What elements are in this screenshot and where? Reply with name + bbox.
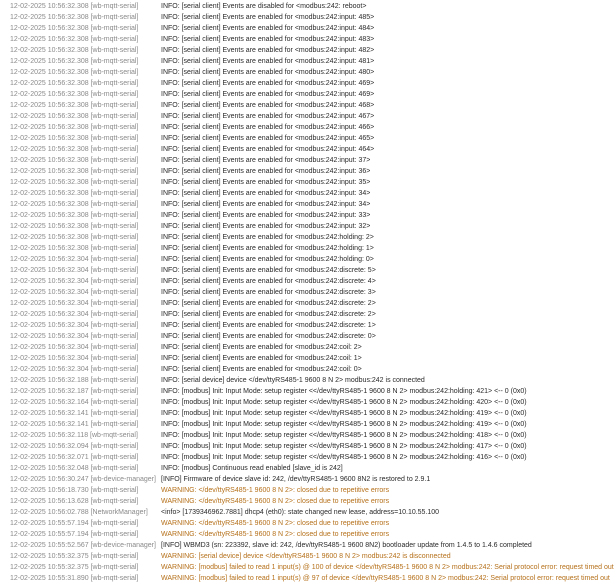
log-row <box>0 375 594 386</box>
log-timestamp: 12-02-2025 10:56:32.308 [wb-mqtt-serial] <box>10 168 139 175</box>
log-timestamp: 12-02-2025 10:56:32.304 [wb-mqtt-serial] <box>10 333 139 340</box>
log-row <box>0 562 614 573</box>
log-timestamp: 12-02-2025 10:56:32.308 [wb-mqtt-serial] <box>10 69 139 76</box>
log-message: INFO: [serial client] Events are enabled for <modbus:242:discrete: 4> <box>161 278 376 285</box>
log-message: INFO: [serial client] Events are enabled for <modbus:242:input: 464> <box>161 146 375 153</box>
log-row <box>0 353 594 364</box>
log-timestamp: 12-02-2025 10:56:32.308 [wb-mqtt-serial] <box>10 124 139 131</box>
log-message: INFO: [serial client] Events are enabled for <modbus:242:discrete: 2> <box>161 311 376 318</box>
log-row <box>0 100 594 111</box>
log-message: INFO: [modbus] Init: Input Mode: setup register <</dev/ttyRS485-1 9600 8 N 2> modbus:242:holding: 421> <-- 0 (0x0) <box>161 388 527 395</box>
log-timestamp: 12-02-2025 10:55:31.890 [wb-mqtt-serial] <box>10 575 139 582</box>
log-message: INFO: [serial client] Events are enabled for <modbus:242:input: 480> <box>161 69 375 76</box>
log-message: INFO: [modbus] Continuous read enabled [slave_id is 242] <box>161 465 343 472</box>
log-timestamp: 12-02-2025 10:55:32.375 [wb-mqtt-serial] <box>10 553 139 560</box>
log-timestamp: 12-02-2025 10:56:32.304 [wb-mqtt-serial] <box>10 289 139 296</box>
log-timestamp: 12-02-2025 10:56:32.304 [wb-mqtt-serial] <box>10 267 139 274</box>
log-row <box>0 45 594 56</box>
log-row <box>0 287 594 298</box>
log-timestamp: 12-02-2025 10:56:18.730 [wb-mqtt-serial] <box>10 487 139 494</box>
log-timestamp: 12-02-2025 10:56:32.048 [wb-mqtt-serial] <box>10 465 139 472</box>
log-row <box>0 144 594 155</box>
log-row <box>0 430 594 441</box>
log-timestamp: 12-02-2025 10:56:32.308 [wb-mqtt-serial] <box>10 58 139 65</box>
log-timestamp: 12-02-2025 10:56:32.308 [wb-mqtt-serial] <box>10 179 139 186</box>
log-row <box>0 276 594 287</box>
log-timestamp: 12-02-2025 10:56:32.304 [wb-mqtt-serial] <box>10 344 139 351</box>
log-row <box>0 34 594 45</box>
log-message-warning: WARNING: [serial device] device </dev/ttyRS485-1 9600 8 N 2> modbus:242 is disconnected <box>161 553 451 560</box>
log-message: INFO: [serial client] Events are enabled for <modbus:242:coil: 0> <box>161 366 362 373</box>
log-row <box>0 199 594 210</box>
log-row <box>0 243 594 254</box>
log-message: INFO: [serial client] Events are enabled for <modbus:242:input: 466> <box>161 124 375 131</box>
log-timestamp: 12-02-2025 10:55:52.567 [wb-device-manager] <box>10 542 156 549</box>
log-timestamp: 12-02-2025 10:56:32.304 [wb-mqtt-serial] <box>10 278 139 285</box>
log-timestamp: 12-02-2025 10:56:32.308 [wb-mqtt-serial] <box>10 201 139 208</box>
log-row <box>0 408 594 419</box>
log-row <box>0 518 594 529</box>
log-message: INFO: [serial client] Events are enabled for <modbus:242:holding: 0> <box>161 256 374 263</box>
log-message: INFO: [serial client] Events are enabled for <modbus:242:input: 35> <box>161 179 371 186</box>
log-message: INFO: [serial client] Events are enabled for <modbus:242:holding: 2> <box>161 234 374 241</box>
log-row <box>0 133 594 144</box>
log-message: INFO: [serial client] Events are enabled for <modbus:242:input: 469> <box>161 91 375 98</box>
log-message: INFO: [serial client] Events are enabled for <modbus:242:input: 468> <box>161 102 375 109</box>
log-timestamp: 12-02-2025 10:56:32.304 [wb-mqtt-serial] <box>10 355 139 362</box>
log-row <box>0 331 594 342</box>
log-timestamp: 12-02-2025 10:56:32.308 [wb-mqtt-serial] <box>10 212 139 219</box>
log-timestamp: 12-02-2025 10:56:32.308 [wb-mqtt-serial] <box>10 102 139 109</box>
log-message: INFO: [serial client] Events are enabled for <modbus:242:input: 33> <box>161 212 371 219</box>
log-row <box>0 364 594 375</box>
log-row <box>0 540 594 551</box>
log-row <box>0 67 594 78</box>
log-timestamp: 12-02-2025 10:56:13.628 [wb-mqtt-serial] <box>10 498 139 505</box>
log-timestamp: 12-02-2025 10:56:32.308 [wb-mqtt-serial] <box>10 190 139 197</box>
log-timestamp: 12-02-2025 10:56:32.308 [wb-mqtt-serial] <box>10 223 139 230</box>
log-timestamp: 12-02-2025 10:55:32.375 [wb-mqtt-serial] <box>10 564 139 571</box>
log-message: INFO: [serial client] Events are enabled for <modbus:242:holding: 1> <box>161 245 374 252</box>
log-row <box>0 12 594 23</box>
log-message: INFO: [serial client] Events are enabled for <modbus:242:input: 481> <box>161 58 375 65</box>
log-row <box>0 496 594 507</box>
log-message: INFO: [serial client] Events are enabled for <modbus:242:input: 485> <box>161 14 375 21</box>
log-message-warning: WARNING: [modbus] failed to read 1 input(s) @ 100 of device </dev/ttyRS485-1 9600 8 N 2> modbus:242: Serial protocol error: request timed out <box>161 564 614 571</box>
log-row <box>0 122 594 133</box>
log-message: INFO: [serial client] Events are enabled for <modbus:242:input: 469> <box>161 80 375 87</box>
log-row <box>0 386 594 397</box>
log-message: INFO: [serial client] Events are enabled for <modbus:242:input: 36> <box>161 168 371 175</box>
log-timestamp: 12-02-2025 10:56:32.308 [wb-mqtt-serial] <box>10 146 139 153</box>
log-row <box>0 78 594 89</box>
log-message: [INFO] Firmware of device slave id: 242, /dev/ttyRS485-1 9600 8N2 is restored to 2.9.1 <box>161 476 431 483</box>
log-timestamp: 12-02-2025 10:56:32.308 [wb-mqtt-serial] <box>10 91 139 98</box>
log-row <box>0 507 594 518</box>
log-row <box>0 573 610 584</box>
log-message: INFO: [modbus] Init: Input Mode: setup register <</dev/ttyRS485-1 9600 8 N 2> modbus:242:holding: 417> <-- 0 (0x0) <box>161 443 527 450</box>
log-message: INFO: [modbus] Init: Input Mode: setup register <</dev/ttyRS485-1 9600 8 N 2> modbus:242:holding: 420> <-- 0 (0x0) <box>161 399 527 406</box>
log-message: INFO: [serial client] Events are enabled for <modbus:242:input: 465> <box>161 135 375 142</box>
log-row <box>0 474 594 485</box>
log-message: INFO: [serial client] Events are enabled for <modbus:242:input: 467> <box>161 113 375 120</box>
log-timestamp: 12-02-2025 10:56:32.308 [wb-mqtt-serial] <box>10 113 139 120</box>
log-row <box>0 551 594 562</box>
log-row <box>0 56 594 67</box>
log-timestamp: 12-02-2025 10:56:32.188 [wb-mqtt-serial] <box>10 377 139 384</box>
log-timestamp: 12-02-2025 10:56:32.141 [wb-mqtt-serial] <box>10 421 139 428</box>
log-row <box>0 232 594 243</box>
log-timestamp: 12-02-2025 10:56:32.187 [wb-mqtt-serial] <box>10 388 139 395</box>
log-timestamp: 12-02-2025 10:56:32.071 [wb-mqtt-serial] <box>10 454 139 461</box>
log-message: INFO: [serial client] Events are enabled for <modbus:242:discrete: 2> <box>161 300 376 307</box>
log-row <box>0 320 594 331</box>
log-timestamp: 12-02-2025 10:56:32.304 [wb-mqtt-serial] <box>10 256 139 263</box>
log-timestamp: 12-02-2025 10:56:32.308 [wb-mqtt-serial] <box>10 135 139 142</box>
log-timestamp: 12-02-2025 10:56:32.304 [wb-mqtt-serial] <box>10 311 139 318</box>
log-row <box>0 342 594 353</box>
log-row <box>0 89 594 100</box>
log-message: INFO: [serial client] Events are enabled for <modbus:242:input: 483> <box>161 36 375 43</box>
log-timestamp: 12-02-2025 10:56:32.118 [wb-mqtt-serial] <box>10 432 138 439</box>
log-row <box>0 463 594 474</box>
log-row <box>0 298 594 309</box>
log-row <box>0 309 594 320</box>
log-message: [INFO] WBMD3 (sn: 223392, slave id: 242, /dev/ttyRS485-1 9600 8N2) bootloader update from 1.4.5 to 1.4.6 completed <box>161 542 532 549</box>
log-row <box>0 254 594 265</box>
log-message: INFO: [serial device] device </dev/ttyRS485-1 9600 8 N 2> modbus:242 is connected <box>161 377 425 384</box>
log-timestamp: 12-02-2025 10:56:32.304 [wb-mqtt-serial] <box>10 366 139 373</box>
log-timestamp: 12-02-2025 10:56:32.164 [wb-mqtt-serial] <box>10 399 139 406</box>
log-timestamp: 12-02-2025 10:56:32.308 [wb-mqtt-serial] <box>10 14 139 21</box>
log-message: INFO: [serial client] Events are enabled for <modbus:242:input: 37> <box>161 157 371 164</box>
log-message: INFO: [serial client] Events are enabled for <modbus:242:coil: 2> <box>161 344 362 351</box>
log-timestamp: 12-02-2025 10:56:32.304 [wb-mqtt-serial] <box>10 300 139 307</box>
log-timestamp: 12-02-2025 10:56:32.308 [wb-mqtt-serial] <box>10 234 139 241</box>
log-row <box>0 166 594 177</box>
log-row <box>0 265 594 276</box>
log-message-warning: WARNING: </dev/ttyRS485-1 9600 8 N 2>: closed due to repetitive errors <box>161 487 390 494</box>
log-message: INFO: [serial client] Events are enabled for <modbus:242:input: 32> <box>161 223 371 230</box>
log-message: INFO: [serial client] Events are disabled for <modbus:242: reboot> <box>161 3 367 10</box>
log-row <box>0 485 594 496</box>
log-message: INFO: [serial client] Events are enabled for <modbus:242:input: 482> <box>161 47 375 54</box>
log-row <box>0 221 594 232</box>
log-timestamp: 12-02-2025 10:56:32.308 [wb-mqtt-serial] <box>10 36 139 43</box>
log-row <box>0 397 594 408</box>
log-row <box>0 529 594 540</box>
log-message: INFO: [serial client] Events are enabled for <modbus:242:discrete: 3> <box>161 289 376 296</box>
log-timestamp: 12-02-2025 10:56:32.304 [wb-mqtt-serial] <box>10 322 139 329</box>
log-timestamp: 12-02-2025 10:56:30.247 [wb-device-manager] <box>10 476 156 483</box>
log-message-warning: WARNING: [modbus] failed to read 1 input(s) @ 97 of device </dev/ttyRS485-1 9600 8 N 2> modbus:242: Serial protocol error: request timed out <box>161 575 610 582</box>
log-timestamp: 12-02-2025 10:56:32.308 [wb-mqtt-serial] <box>10 25 139 32</box>
log-message: INFO: [serial client] Events are enabled for <modbus:242:discrete: 1> <box>161 322 376 329</box>
log-row <box>0 441 594 452</box>
log-timestamp: 12-02-2025 10:56:32.308 [wb-mqtt-serial] <box>10 245 139 252</box>
log-row <box>0 111 594 122</box>
log-message: <info> [1739346962.7881] dhcp4 (eth0): state changed new lease, address=10.10.55.100 <box>161 509 440 516</box>
log-row <box>0 177 594 188</box>
log-message: INFO: [serial client] Events are enabled for <modbus:242:discrete: 5> <box>161 267 376 274</box>
log-timestamp: 12-02-2025 10:55:57.194 [wb-mqtt-serial] <box>10 531 139 538</box>
log-timestamp: 12-02-2025 10:56:32.094 [wb-mqtt-serial] <box>10 443 139 450</box>
log-message-warning: WARNING: </dev/ttyRS485-1 9600 8 N 2>: closed due to repetitive errors <box>161 531 390 538</box>
log-row <box>0 1 594 12</box>
log-row <box>0 23 594 34</box>
log-message: INFO: [modbus] Init: Input Mode: setup register <</dev/ttyRS485-1 9600 8 N 2> modbus:242:holding: 416> <-- 0 (0x0) <box>161 454 527 461</box>
log-row <box>0 155 594 166</box>
log-row <box>0 452 594 463</box>
log-timestamp: 12-02-2025 10:56:32.308 [wb-mqtt-serial] <box>10 3 139 10</box>
log-message-warning: WARNING: </dev/ttyRS485-1 9600 8 N 2>: closed due to repetitive errors <box>161 520 390 527</box>
log-message: INFO: [serial client] Events are enabled for <modbus:242:discrete: 0> <box>161 333 376 340</box>
log-message: INFO: [modbus] Init: Input Mode: setup register <</dev/ttyRS485-1 9600 8 N 2> modbus:242:holding: 418> <-- 0 (0x0) <box>161 432 527 439</box>
log-message: INFO: [modbus] Init: Input Mode: setup register <</dev/ttyRS485-1 9600 8 N 2> modbus:242:holding: 419> <-- 0 (0x0) <box>161 410 527 417</box>
log-message: INFO: [modbus] Init: Input Mode: setup register <</dev/ttyRS485-1 9600 8 N 2> modbus:242:holding: 419> <-- 0 (0x0) <box>161 421 527 428</box>
log-timestamp: 12-02-2025 10:56:32.308 [wb-mqtt-serial] <box>10 157 139 164</box>
log-timestamp: 12-02-2025 10:56:32.308 [wb-mqtt-serial] <box>10 80 139 87</box>
log-timestamp: 12-02-2025 10:56:02.788 [NetworkManager] <box>10 509 148 516</box>
log-row <box>0 210 594 221</box>
log-timestamp: 12-02-2025 10:56:32.308 [wb-mqtt-serial] <box>10 47 139 54</box>
log-timestamp: 12-02-2025 10:56:32.141 [wb-mqtt-serial] <box>10 410 139 417</box>
log-message: INFO: [serial client] Events are enabled for <modbus:242:input: 34> <box>161 201 371 208</box>
log-message-warning: WARNING: </dev/ttyRS485-1 9600 8 N 2>: closed due to repetitive errors <box>161 498 390 505</box>
log-row <box>0 188 594 199</box>
log-timestamp: 12-02-2025 10:55:57.194 [wb-mqtt-serial] <box>10 520 139 527</box>
log-row <box>0 419 594 430</box>
log-message: INFO: [serial client] Events are enabled for <modbus:242:input: 34> <box>161 190 371 197</box>
log-message: INFO: [serial client] Events are enabled for <modbus:242:coil: 1> <box>161 355 362 362</box>
log-message: INFO: [serial client] Events are enabled for <modbus:242:input: 484> <box>161 25 375 32</box>
